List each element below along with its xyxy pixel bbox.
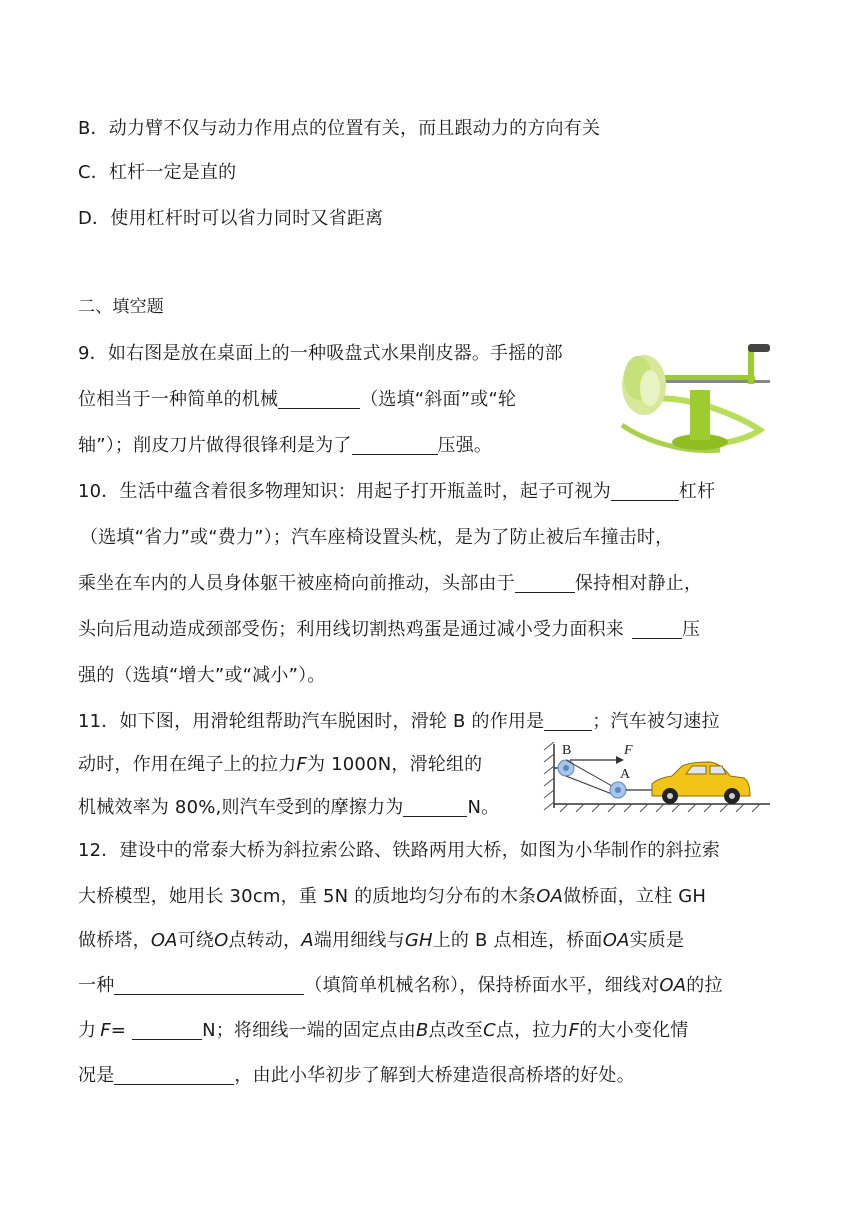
q12-symbol: B (415, 1020, 429, 1041)
q12-text: N；将细线一端的固定点由 (202, 1020, 416, 1041)
q12-line-2 (78, 885, 706, 909)
q10-line-3 (78, 572, 702, 596)
q12-text: 上的 B 点相连，桥面 (432, 930, 603, 951)
answer-blank[interactable] (515, 572, 575, 593)
answer-blank[interactable] (403, 796, 467, 817)
option-c: C．杠杆一定是直的 (78, 162, 237, 183)
q11-force-symbol: F (296, 754, 307, 775)
q9-text: 位相当于一种简单的机械 (78, 389, 279, 410)
q12-text: ，由此小华初步了解到大桥建造很高桥塔的好处。 (234, 1065, 635, 1086)
answer-blank[interactable] (544, 710, 592, 731)
q10-line-2: （选填“省力”或“费力”）；汽车座椅设置头枕，是为了防止被后车撞击时， (80, 527, 674, 548)
answer-blank[interactable] (114, 974, 304, 995)
q12-line-3 (78, 929, 684, 953)
q12-line-4 (78, 974, 723, 998)
q10-text: 压 (682, 619, 701, 640)
section-title: 二、填空题 (78, 297, 164, 317)
q12-line-1: 12．建设中的常泰大桥为斜拉索公路、铁路两用大桥，如图为小华制作的斜拉索 (78, 840, 721, 861)
q12-symbol: GH (404, 930, 433, 951)
q12-text: 端用细线与 (313, 930, 405, 951)
q11-text: 动时，作用在绳子上的拉力 (78, 754, 297, 775)
q10-text: 保持相对静止， (574, 573, 703, 594)
q9-line-2 (78, 388, 516, 412)
q9-line-3 (78, 434, 492, 458)
q12-symbol: C (483, 1020, 496, 1041)
answer-blank[interactable] (132, 1019, 202, 1040)
q9-text: 轴”）；削皮刀片做得很锋利是为了 (78, 435, 352, 456)
option-b: B．动力臂不仅与动力作用点的位置有关，而且跟动力的方向有关 (78, 118, 601, 139)
answer-blank[interactable] (632, 618, 682, 639)
q10-text: 头向后甩动造成颈部受伤；利用线切割热鸡蛋是通过减小受力面积来 (78, 619, 624, 640)
q12-symbol: A (301, 930, 314, 951)
q11-text: N。 (467, 797, 500, 818)
q11-text: 为 1000N，滑轮组的 (306, 754, 483, 775)
fruit-peeler-image (610, 330, 782, 460)
q12-text: 的大小变化情 (579, 1020, 689, 1041)
q9-line-1: 9．如右图是放在桌面上的一种吸盘式水果削皮器。手摇的部 (78, 343, 563, 364)
option-d: D．使用杠杆时可以省力同时又省距离 (78, 208, 384, 229)
q12-symbol: O (214, 930, 229, 951)
q12-text: 力 (78, 1020, 97, 1041)
q12-text: 点改至 (428, 1020, 484, 1041)
q11-text: ；汽车被匀速拉 (592, 711, 720, 732)
q9-text: 压强。 (437, 435, 493, 456)
q10-text: 10．生活中蕴含着很多物理知识：用起子打开瓶盖时，起子可视为 (78, 481, 611, 502)
q12-text: 可绕 (177, 930, 215, 951)
q12-text: = (110, 1020, 127, 1041)
q11-line-2 (78, 753, 482, 777)
q12-symbol: OA (150, 930, 178, 951)
q10-line-5: 强的（选填“增大”或“减小”）。 (78, 665, 326, 686)
q11-line-3 (78, 796, 499, 820)
q10-line-4 (78, 618, 700, 642)
q12-symbol: F (100, 1020, 111, 1041)
label-b: B (562, 743, 572, 758)
q12-symbol: OA (659, 975, 687, 996)
label-f: F (624, 743, 633, 758)
q12-line-5 (78, 1019, 688, 1043)
answer-blank[interactable] (278, 388, 360, 409)
q12-text: 做桥面，立柱 GH (563, 886, 707, 907)
q11-text: 11．如下图，用滑轮组帮助汽车脱困时，滑轮 B 的作用是 (78, 711, 545, 732)
q11-line-1 (78, 710, 720, 734)
answer-blank[interactable] (114, 1064, 234, 1085)
q10-line-1 (78, 480, 715, 504)
answer-blank[interactable] (611, 480, 679, 501)
q12-text: 况是 (78, 1065, 115, 1086)
q11-text: 机械效率为 80%,则汽车受到的摩擦力为 (78, 797, 404, 818)
pulley-car-diagram (540, 738, 772, 814)
q10-text: 乘坐在车内的人员身体躯干被座椅向前推动，头部由于 (78, 573, 515, 594)
q12-text: 的拉 (686, 975, 723, 996)
q12-symbol: OA (602, 930, 630, 951)
q12-symbol: F (568, 1020, 580, 1041)
q12-text: 大桥模型，她用长 30cm，重 5N 的质地均匀分布的木条 (78, 886, 537, 907)
q10-text: 杠杆 (678, 481, 716, 502)
q12-text: （填简单机械名称），保持桥面水平，细线对 (304, 975, 660, 996)
q12-line-6 (78, 1064, 635, 1088)
q12-text: 实质是 (629, 930, 685, 951)
q12-symbol: OA (536, 886, 564, 907)
label-a: A (620, 767, 631, 782)
q9-text: （选填“斜面”或“轮 (360, 389, 517, 410)
answer-blank[interactable] (352, 434, 438, 455)
q12-text: 做桥塔， (78, 930, 151, 951)
q12-text: 点转动， (228, 930, 302, 951)
q12-text: 一种 (78, 975, 115, 996)
q12-text: 点，拉力 (495, 1020, 569, 1041)
